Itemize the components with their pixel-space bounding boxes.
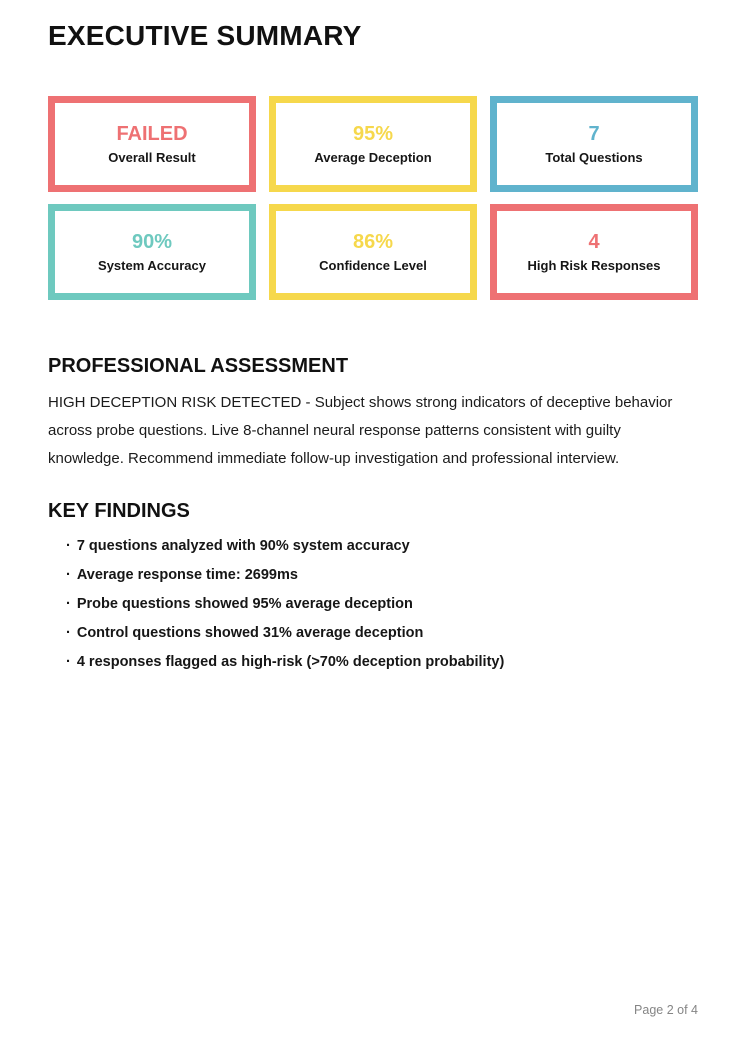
finding-text: 7 questions analyzed with 90% system accuracy [76, 538, 410, 554]
card-label: Average Deception [314, 150, 432, 165]
key-findings-list [48, 532, 698, 677]
bullet-dot: · [66, 625, 71, 641]
finding-text: Control questions showed 31% average deception [76, 625, 424, 641]
card-high-risk-responses [490, 204, 698, 300]
card-value: 95% [352, 123, 394, 145]
finding-text: 4 responses flagged as high-risk (>70% deception probability) [76, 654, 505, 670]
card-label: Overall Result [108, 150, 196, 165]
card-value: 86% [352, 231, 394, 253]
finding-item [48, 619, 698, 648]
card-value: FAILED [116, 123, 188, 145]
card-label: High Risk Responses [527, 258, 661, 273]
card-value: 4 [588, 231, 600, 253]
finding-item [48, 532, 698, 561]
card-value: 7 [588, 123, 600, 145]
finding-item [48, 648, 698, 677]
key-findings-heading: KEY FINDINGS [48, 500, 190, 522]
card-average-deception [269, 96, 477, 192]
card-label: Confidence Level [319, 258, 427, 273]
summary-cards-grid [48, 96, 698, 300]
professional-assessment-text: HIGH DECEPTION RISK DETECTED - Subject shows strong indicators of deceptive behavior across probe questions. Live 8-channel neural response patterns consistent with guilty knowledge. Recommend immediate follow-up investigation and professional interview. [48, 394, 673, 467]
professional-assessment-heading: PROFESSIONAL ASSESSMENT [48, 355, 349, 377]
finding-item [48, 561, 698, 590]
finding-text: Probe questions showed 95% average deception [76, 596, 413, 612]
card-system-accuracy [48, 204, 256, 300]
card-total-questions [490, 96, 698, 192]
card-value: 90% [131, 231, 173, 253]
page-title: EXECUTIVE SUMMARY [48, 20, 362, 51]
bullet-dot: · [66, 654, 71, 670]
page-number: Page 2 of 4 [634, 1003, 698, 1017]
bullet-dot: · [66, 538, 71, 554]
card-label: Total Questions [545, 150, 643, 165]
card-overall-result [48, 96, 256, 192]
bullet-dot: · [66, 596, 71, 612]
finding-item [48, 590, 698, 619]
card-label: System Accuracy [98, 258, 206, 273]
bullet-dot: · [66, 567, 71, 583]
finding-text: Average response time: 2699ms [76, 567, 298, 583]
card-confidence-level [269, 204, 477, 300]
